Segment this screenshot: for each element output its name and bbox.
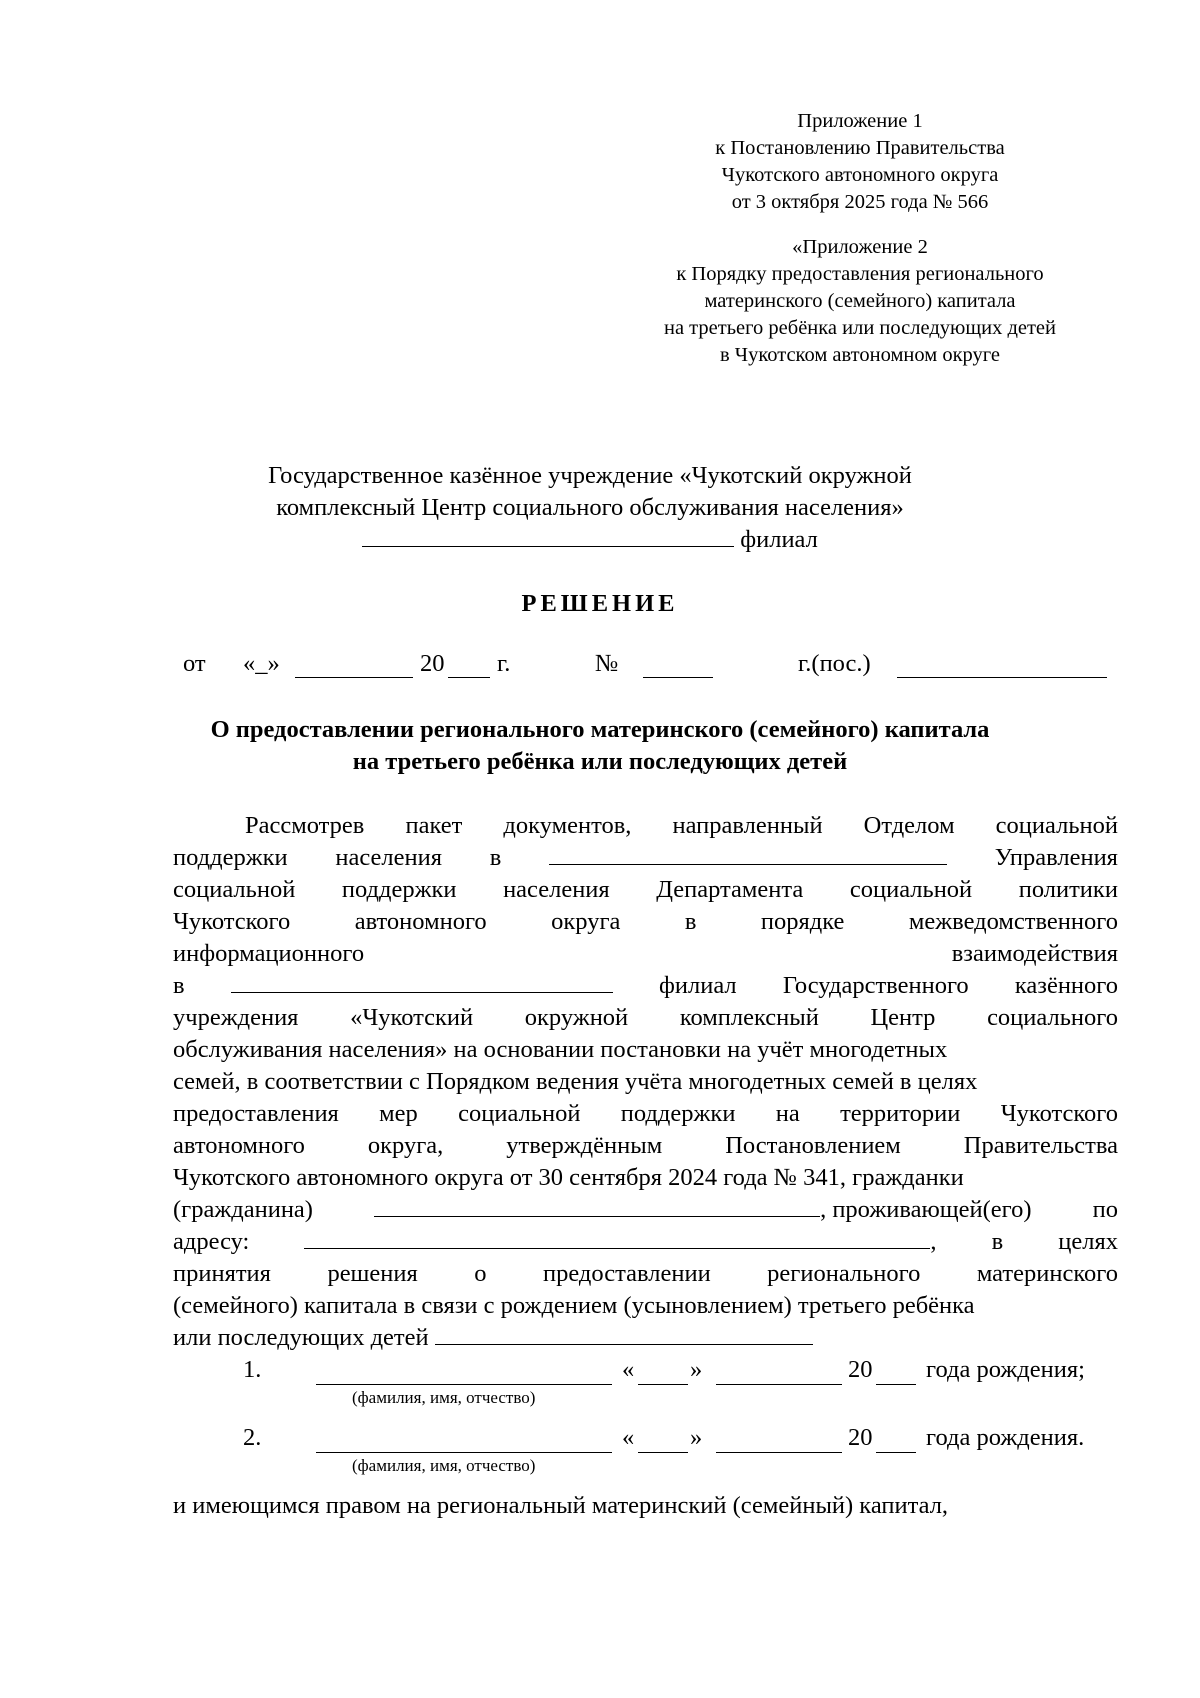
address-group xyxy=(304,1226,936,1258)
body-line xyxy=(173,1130,1118,1162)
child-1-suffix: года рождения; xyxy=(926,1356,1085,1383)
child-1-name-field[interactable] xyxy=(316,1362,612,1385)
body-line xyxy=(173,1194,1118,1226)
child-2-quote-close: » xyxy=(690,1424,703,1451)
body-line xyxy=(173,906,1118,938)
word: в xyxy=(489,844,502,871)
body-line xyxy=(173,842,1118,874)
word: взаимодействия xyxy=(951,940,1118,967)
word: на xyxy=(775,1100,800,1127)
word: Государственного xyxy=(782,972,969,999)
organization-line-1: Государственное казённое учреждение «Чукотский окружной xyxy=(268,462,912,489)
decision-title-line-1: О предоставлении регионального материнского (семейного) капитала xyxy=(210,716,990,743)
word: мер xyxy=(379,1100,418,1127)
word: материнского xyxy=(976,1260,1118,1287)
decision-from-label: от xyxy=(183,650,206,677)
name-caption: (фамилия, имя, отчество) xyxy=(352,1388,536,1407)
word: принятия xyxy=(173,1260,271,1287)
citizen-name-field[interactable] xyxy=(374,1194,820,1217)
child-1-month-field[interactable] xyxy=(716,1362,842,1385)
word: решения xyxy=(327,1260,418,1287)
word: социальной xyxy=(173,876,296,903)
decision-number-label: № xyxy=(595,650,619,677)
body-line xyxy=(173,1226,1118,1258)
appendix-2-line: в Чукотском автономном округе xyxy=(719,344,1001,366)
decision-title-line-2: на третьего ребёнка или последующих детей xyxy=(352,748,848,775)
word: Центр xyxy=(870,1004,936,1031)
child-2-name-field[interactable] xyxy=(316,1430,612,1453)
word: филиал xyxy=(659,972,737,999)
word: поддержки xyxy=(341,876,457,903)
word: о xyxy=(474,1260,487,1287)
word: предоставления xyxy=(173,1100,339,1127)
citizen-name-group xyxy=(374,1194,1031,1226)
word: в xyxy=(991,1228,1004,1255)
body-line xyxy=(173,970,1118,1002)
word: комплексный xyxy=(679,1004,819,1031)
word: учреждения xyxy=(173,1004,299,1031)
appendix-1-line: от 3 октября 2025 года № 566 xyxy=(731,191,989,213)
word: , проживающей(его) xyxy=(820,1196,1032,1223)
decision-city-field[interactable] xyxy=(897,655,1107,678)
word: Отделом xyxy=(863,812,955,839)
word: адресу: xyxy=(173,1228,250,1255)
word: или последующих детей xyxy=(173,1324,429,1351)
word: территории xyxy=(840,1100,961,1127)
child-2-year-prefix: 20 xyxy=(848,1424,873,1451)
word: утверждённым xyxy=(506,1132,663,1159)
word: социальной xyxy=(995,812,1118,839)
body-line xyxy=(173,1098,1118,1130)
appendix-2-line: к Порядку предоставления регионального xyxy=(676,263,1044,285)
appendix-1-line: к Постановлению Правительства xyxy=(715,137,1005,159)
body-line xyxy=(173,1002,1118,1034)
appendix-2-line: на третьего ребёнка или последующих детей xyxy=(663,317,1057,339)
word: Департамента xyxy=(656,876,804,903)
decision-year-prefix: 20 xyxy=(420,650,445,677)
appendix-2-block xyxy=(600,234,1120,369)
body-line: Чукотского автономного округа от 30 сентября 2024 года № 341, гражданки xyxy=(173,1164,964,1191)
child-2-quote-open: « xyxy=(622,1424,635,1451)
word: пакет xyxy=(405,812,463,839)
body-line xyxy=(245,810,1118,842)
body-line-final: и имеющимся правом на региональный материнский (семейный) капитал, xyxy=(173,1492,949,1519)
child-2-suffix: года рождения. xyxy=(926,1424,1085,1451)
word: регионального xyxy=(767,1260,921,1287)
body-line xyxy=(173,1322,813,1354)
branch-name-field[interactable] xyxy=(362,526,734,547)
address-field[interactable] xyxy=(304,1226,930,1249)
decision-year-field[interactable] xyxy=(448,655,490,678)
word: Рассмотрев xyxy=(245,812,365,839)
word: в xyxy=(173,972,185,999)
decision-heading: РЕШЕНИЕ xyxy=(521,590,679,617)
appendix-1-line: Чукотского автономного округа xyxy=(721,164,999,186)
decision-title xyxy=(100,714,1100,778)
word: направленный xyxy=(672,812,823,839)
word: населения xyxy=(335,844,442,871)
appendix-1-line: Приложение 1 xyxy=(797,110,923,132)
word: Правительства xyxy=(963,1132,1118,1159)
word: межведомственного xyxy=(908,908,1118,935)
word: Чукотского xyxy=(173,908,291,935)
child-1-quote-close: » xyxy=(690,1356,703,1383)
word: предоставлении xyxy=(543,1260,711,1287)
body-line: обслуживания населения» на основании постановки на учёт многодетных xyxy=(173,1036,948,1063)
child-1-number: 1. xyxy=(243,1356,262,1383)
children-field[interactable] xyxy=(435,1322,813,1345)
child-2-month-field[interactable] xyxy=(716,1430,842,1453)
child-1-year-field[interactable] xyxy=(876,1362,916,1385)
word: социальной xyxy=(849,876,973,903)
word: Управления xyxy=(994,844,1118,871)
word: (гражданина) xyxy=(173,1196,313,1223)
word: округа, xyxy=(367,1132,444,1159)
word: Постановлением xyxy=(725,1132,901,1159)
child-1-quote-open: « xyxy=(622,1356,635,1383)
word: по xyxy=(1092,1196,1118,1223)
child-2-year-field[interactable] xyxy=(876,1430,916,1453)
child-1-day-field[interactable] xyxy=(638,1362,688,1385)
word: округа xyxy=(551,908,621,935)
body-line: (семейного) капитала в связи с рождением (усыновлением) третьего ребёнка xyxy=(173,1292,975,1319)
word: автономного xyxy=(173,1132,305,1159)
branch-label: филиал xyxy=(740,526,818,553)
word: социального xyxy=(987,1004,1118,1031)
decision-month-field[interactable] xyxy=(295,655,413,678)
body-line xyxy=(173,938,1118,970)
decision-year-suffix: г. xyxy=(497,650,511,677)
word: целях xyxy=(1058,1228,1118,1255)
word: политики xyxy=(1018,876,1118,903)
word: автономного xyxy=(354,908,487,935)
word: поддержки xyxy=(173,844,288,871)
child-2-number: 2. xyxy=(243,1424,262,1451)
organization-block xyxy=(180,460,1000,556)
word: окружной xyxy=(524,1004,629,1031)
district-field[interactable] xyxy=(549,842,947,865)
organization-line-2: комплексный Центр социального обслуживания населения» xyxy=(276,494,904,521)
body-text xyxy=(173,810,1118,1510)
appendix-2-line: материнского (семейного) капитала xyxy=(704,290,1016,312)
word: информационного xyxy=(173,940,365,967)
branch-line xyxy=(180,524,1000,556)
body-line xyxy=(173,1258,1118,1290)
word: населения xyxy=(503,876,610,903)
word: порядке xyxy=(760,908,845,935)
decision-city-label: г.(пос.) xyxy=(798,650,871,677)
word: документов, xyxy=(503,812,632,839)
word: Чукотского xyxy=(1000,1100,1118,1127)
appendix-2-line: «Приложение 2 xyxy=(792,236,928,258)
name-caption: (фамилия, имя, отчество) xyxy=(352,1456,536,1475)
word: социальной xyxy=(458,1100,581,1127)
body-line xyxy=(173,874,1118,906)
appendix-1-block xyxy=(600,108,1120,216)
word: , xyxy=(930,1228,937,1255)
word: «Чукотский xyxy=(350,1004,474,1031)
word: поддержки xyxy=(620,1100,736,1127)
decision-date-quote: «_» xyxy=(243,650,280,677)
decision-number-field[interactable] xyxy=(643,655,713,678)
word: в xyxy=(684,908,697,935)
body-line: семей, в соответствии с Порядком ведения учёта многодетных семей в целях xyxy=(173,1068,978,1095)
child-1-year-prefix: 20 xyxy=(848,1356,873,1383)
child-2-day-field[interactable] xyxy=(638,1430,688,1453)
word: казённого xyxy=(1014,972,1118,999)
branch-field[interactable] xyxy=(231,970,613,993)
